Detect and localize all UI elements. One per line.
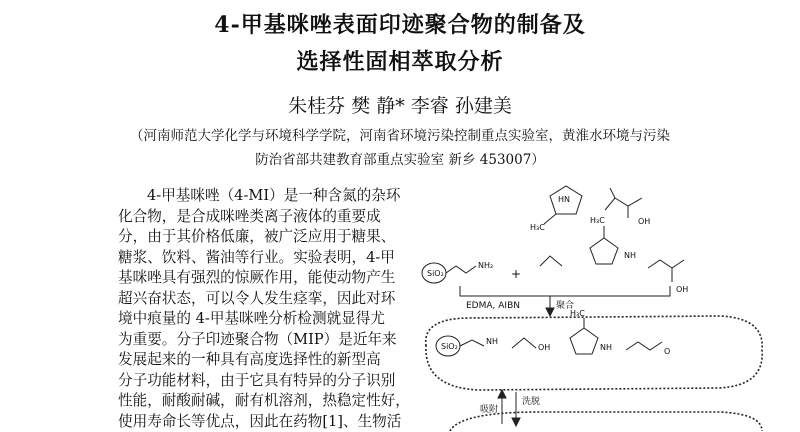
complex-label-ch3: H₃C (590, 216, 605, 225)
body-line: 4-甲基咪唑（4-MI）是一种含氮的杂环 (118, 186, 420, 207)
imprinted-label-nh: NH (486, 337, 498, 346)
elute-label: 洗脱 (522, 395, 540, 407)
monomer-methyl (610, 188, 615, 198)
body-line: 性能，耐酸耐碱，耐有机溶剂，热稳定性好， (118, 391, 420, 412)
imprinted-imidazole (570, 328, 598, 354)
ring-label-ch3: H₃C (530, 223, 545, 232)
methyl-bond (544, 214, 556, 224)
amine-label: NH₂ (478, 261, 493, 270)
body-line: 超兴奋状态，可以令人发生痉挛，因此对环 (118, 289, 420, 310)
imprinted-chain (460, 340, 484, 346)
imprinted-acid-right (626, 342, 662, 350)
monomer-chain (605, 198, 642, 210)
complex-chain (540, 256, 562, 266)
complex-acid-chain (648, 260, 684, 268)
arrow-right-branch (550, 286, 670, 296)
paper-title-line-1: 4-甲基咪唑表面印迹聚合物的制备及 (0, 8, 800, 39)
arrow-head-down (546, 308, 554, 316)
imprinted-acid-left (512, 338, 536, 348)
imprinted-label-nh-2: NH (600, 343, 612, 352)
silica-label: SiO₂ (427, 269, 444, 278)
plus-sign: + (511, 267, 521, 281)
complex-label-oh: OH (676, 285, 688, 294)
body-line: 化合物，是合成咪唑类离子液体的重要成 (118, 207, 420, 228)
imprinted-label-oh: OH (538, 343, 550, 352)
paper-title-line-2: 选择性固相萃取分析 (0, 45, 800, 76)
arrow-left-branch (460, 286, 550, 296)
body-line: 境中痕量的 4-甲基咪唑分析检测就显得尤 (118, 309, 420, 330)
complex-label-nh: NH (624, 251, 636, 260)
rebind-arrow-head (498, 390, 506, 398)
body-line: 糖浆、饮料、酱油等行业。实验表明，4-甲 (118, 248, 420, 269)
elute-arrow-head (512, 418, 520, 426)
body-line: 分子功能材料，由于它具有特异的分子识别 (118, 371, 420, 392)
aminopropyl-chain (446, 266, 476, 273)
body-line: 分，由于其价格低廉，被广泛应用于糖果、 (118, 227, 420, 248)
monomer-label-oh: OH (638, 217, 650, 226)
imprinted-label-ch3: H₃C (570, 309, 585, 318)
complex-imidazole (590, 238, 618, 264)
authors: 朱桂芬 樊 静* 李睿 孙建美 (0, 91, 800, 118)
body-line: 使用寿命长等优点，因此在药物[1]、生物活 (118, 412, 420, 432)
imprinted-polymer-shell (426, 316, 762, 390)
ring-label-hn: HN (558, 195, 570, 204)
polymerize-label: 聚合 (556, 299, 574, 311)
imprinted-label-o: O (664, 347, 670, 356)
affiliation-line-1: （河南师范大学化学与环境科学学院，河南省环境污染控制重点实验室，黄淮水环境与污染 (0, 124, 800, 144)
body-line: 为重要。分子印迹聚合物（MIP）是近年来 (118, 330, 420, 351)
body-text (118, 186, 420, 432)
affiliation-line-2: 防治省部共建教育部重点实验室 新乡 453007） (0, 148, 800, 168)
rebind-label: 吸附 (480, 403, 498, 415)
body-line: 基咪唑具有强烈的惊厥作用，能使动物产生 (118, 268, 420, 289)
synthesis-scheme-diagram (420, 168, 800, 431)
body-line: 发展起来的一种具有高度选择性的新型高 (118, 350, 420, 371)
reagents-label: EDMA, AIBN (466, 301, 520, 311)
imprinted-silica-label: SiO₂ (441, 342, 458, 351)
